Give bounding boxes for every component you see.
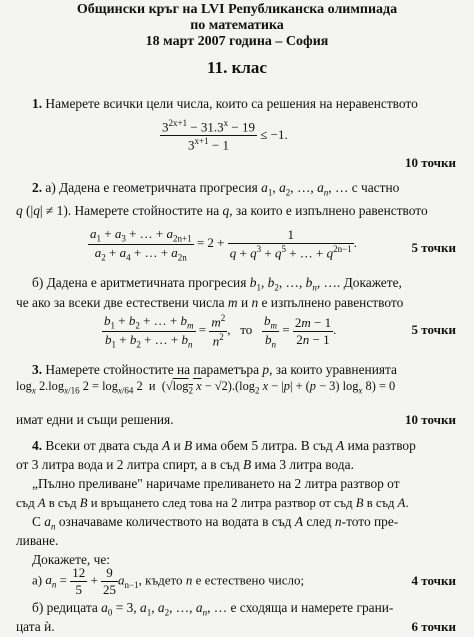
problem-1-text: 1. Намерете всички цели числа, които са решения на неравенството bbox=[32, 96, 418, 111]
problem-4b-line-2: цата ѝ. bbox=[16, 619, 55, 634]
problem-2a-line-2: q (|q| ≠ 1). Намерете стойностите на q, за които е изпълнено равенството bbox=[16, 203, 428, 218]
problem-2a-formula: $\frac{a_1 + a_3 + \dots + a_{2n+1}}{a_2 + a_4 + \dots + a_{2n}}$ = 2 + $\frac{1}{q + q^3 + q^5 + \dots + q^{2n-1}}$ . bbox=[90, 226, 357, 263]
problem-4-line-3: „Пълно преливане" наричаме преливането на 2 литра разтвор от bbox=[32, 476, 400, 491]
problem-4a-points: 4 точки bbox=[411, 573, 456, 588]
problem-4-line-4: съд A в съд B и връщането след това на 2 литра разтвор от съд B в съд A. bbox=[16, 496, 409, 510]
header-line-3: 18 март 2007 година – София bbox=[145, 34, 329, 49]
problem-4b-line-1: б) редицата $a_0 = 3$, $a_1$, $a_2$, …, $a_n$, … е сходяща и намерете грани- bbox=[32, 600, 394, 618]
problem-4-line-6: ливане. bbox=[16, 533, 59, 548]
header-line-2: по математика bbox=[190, 18, 284, 33]
problem-2a-line-1: 2. а) Дадена е геометричната прогресия $a_1$, $a_2$, …, $a_n$, … с частно bbox=[32, 180, 400, 198]
problem-4b-points: 6 точки bbox=[411, 619, 456, 634]
problem-1-formula: $\frac{3^{2x+1} - 31.3^x - 19}{3^{x+1} - 1}$ ≤ −1. bbox=[162, 118, 288, 153]
problem-2b-formula: $\frac{b_1 + b_2 + \dots + b_m}{b_1 + b_2 + \dots + b_n}$ = $\frac{m^2}{n^2}$ , то $\frac{b_m}{b_n}$ = $\frac{2m - 1}{2n - 1}$ . bbox=[104, 313, 337, 350]
problem-2a-points: 5 точки bbox=[411, 240, 456, 255]
problem-3-formula: $\log_x 2.\log_{x/16}$ $2 = \log_{x/64} 2$ и ($√\log_2$ $x - √2).(\log_2$ x − |p| + (p − 3) $\log_x 8) = 0$ bbox=[16, 379, 396, 396]
problem-2b-line-2: че ако за всеки две естествени числа m и n е изпълнено равенството bbox=[16, 295, 404, 310]
problem-4-line-7: Докажете, че: bbox=[32, 552, 110, 567]
problem-4-line-1: 4. Всеки от двата съда A и B има обем 5 литра. В съд A има разтвор bbox=[32, 438, 416, 453]
problem-3-line-1: 3. Намерете стойностите на параметъра p, за които уравненията bbox=[32, 362, 397, 377]
problem-1-points: 10 точки bbox=[405, 155, 456, 170]
grade-title: 11. клас bbox=[207, 58, 267, 77]
problem-2b-line-1: б) Дадена е аритметичната прогресия $b_1$, $b_2$, …, $b_n$, …. Докажете, bbox=[32, 275, 402, 293]
problem-3-points: 10 точки bbox=[405, 412, 456, 427]
problem-3-line-2: имат едни и същи решения. bbox=[16, 412, 174, 427]
problem-4-line-2: от 3 литра вода и 2 литра спирт, а в съд B има 3 литра вода. bbox=[16, 457, 354, 472]
problem-4a-formula: а) $a_n$ = $\frac{12}{5}$ + $\frac{9}{25}$ $a_{n-1}$, където n е естествено число; bbox=[32, 565, 305, 597]
problem-4-line-5: С $a_n$ означаваме количеството на водата в съд A след n-тото пре- bbox=[32, 514, 399, 532]
header-line-1: Общински кръг на LVI Републиканска олимпиада bbox=[76, 2, 398, 17]
problem-2b-points: 5 точки bbox=[411, 322, 456, 337]
